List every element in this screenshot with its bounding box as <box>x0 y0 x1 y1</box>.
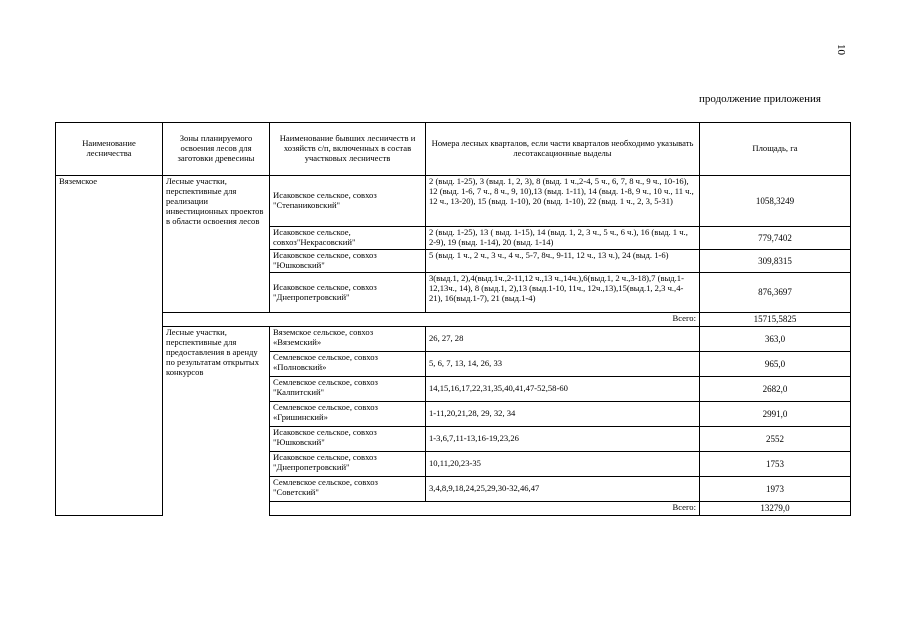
quarters-cell: 10,11,20,23-35 <box>426 452 700 477</box>
area-cell: 309,8315 <box>700 250 851 273</box>
area-cell: 2682,0 <box>700 377 851 402</box>
total-label: Всего: <box>270 502 700 516</box>
header-quarters: Номера лесных кварталов, если части кварталов необходимо указывать лесотаксационные выделы <box>426 123 700 176</box>
total-value: 13279,0 <box>700 502 851 516</box>
continuation-label: продолжение приложения <box>699 93 821 105</box>
area-cell: 2552 <box>700 427 851 452</box>
header-forestry: Наименование лесничества <box>56 123 163 176</box>
header-zones: Зоны планируемого освоения лесов для заготовки древесины <box>163 123 270 176</box>
area-cell: 779,7402 <box>700 227 851 250</box>
table-row <box>56 327 851 352</box>
area-cell: 1058,3249 <box>700 176 851 227</box>
header-area: Площадь, га <box>700 123 851 176</box>
quarters-cell: 1-3,6,7,11-13,16-19,23,26 <box>426 427 700 452</box>
forestry-name-cell: Вяземское <box>56 176 163 516</box>
page-number: 10 <box>835 44 847 55</box>
header-farms: Наименование бывших лесничеств и хозяйств с/п, включенных в состав участковых лесничеств <box>270 123 426 176</box>
quarters-cell: 26, 27, 28 <box>426 327 700 352</box>
quarters-cell: 2 (выд. 1-25), 3 (выд. 1, 2, 3), 8 (выд. 1 ч.,2-4, 5 ч., 6, 7, 8 ч., 9 ч., 10-16), 12 (выд. 1-6, 7 ч., 8 ч., 9, 10),13 (выд. 1-11), 14 (выд. 1-8, 9 ч., 10 ч., 11 ч., 12 ч., 13-20), 15 (выд. 1-10), 20 (выд. 1-10), 22 (выд. 1 ч., 2, 3, 5-31) <box>426 176 700 227</box>
quarters-cell: 3,4,8,9,18,24,25,29,30-32,46,47 <box>426 477 700 502</box>
quarters-cell: 5 (выд. 1 ч., 2 ч., 3 ч., 4 ч., 5-7, 8ч., 9-11, 12 ч., 13 ч.), 24 (выд. 1-6) <box>426 250 700 273</box>
quarters-cell: 1-11,20,21,28, 29, 32, 34 <box>426 402 700 427</box>
farm-cell: Исаковское сельское, совхоз "Юшковский" <box>270 250 426 273</box>
table-header-row <box>56 123 851 176</box>
total-value: 15715,5825 <box>700 313 851 327</box>
quarters-cell: 14,15,16,17,22,31,35,40,41,47-52,58-60 <box>426 377 700 402</box>
area-cell: 876,3697 <box>700 273 851 313</box>
farm-cell: Исаковское сельское, совхоз "Юшковский" <box>270 427 426 452</box>
farm-cell: Семлевское сельское, совхоз "Советский" <box>270 477 426 502</box>
farm-cell: Семлевское сельское, совхоз «Гришинский» <box>270 402 426 427</box>
area-cell: 965,0 <box>700 352 851 377</box>
farm-cell: Вяземское сельское, совхоз «Вяземский» <box>270 327 426 352</box>
zone-cell-lease: Лесные участки, перспективные для предоставления в аренду по результатам открытых конкурсов <box>163 327 270 516</box>
farm-cell: Семлевское сельское, совхоз "Калпитский" <box>270 377 426 402</box>
farm-cell: Исаковское сельское, совхоз "Днепропетровский" <box>270 273 426 313</box>
total-label: Всего: <box>163 313 700 327</box>
quarters-cell: 5, 6, 7, 13, 14, 26, 33 <box>426 352 700 377</box>
quarters-cell: 3(выд.1, 2),4(выд.1ч.,2-11,12 ч.,13 ч.,14ч.),6(выд.1, 2 ч.,3-18),7 (выд.1-12,13ч., 14), 8 (выд.1, 2),13 (выд.1-10, 11ч., 12ч.,13),15(выд.1, 2,3 ч.,4-21), 16(выд.1-7), 21 (выд.1-4) <box>426 273 700 313</box>
farm-cell: Исаковское сельское, совхоз "Днепропетровский" <box>270 452 426 477</box>
area-cell: 2991,0 <box>700 402 851 427</box>
farm-cell: Исаковское сельское, совхоз"Некрасовский" <box>270 227 426 250</box>
area-cell: 363,0 <box>700 327 851 352</box>
total-row <box>56 313 851 327</box>
farm-cell: Семлевское сельское, совхоз «Полновский» <box>270 352 426 377</box>
forest-zones-table <box>55 122 851 516</box>
farm-cell: Исаковское сельское, совхоз "Степаниковский" <box>270 176 426 227</box>
zone-cell-investment: Лесные участки, перспективные для реализации инвестиционных проектов в области освоения лесов <box>163 176 270 313</box>
quarters-cell: 2 (выд. 1-25), 13 ( выд. 1-15), 14 (выд. 1, 2, 3 ч., 5 ч., 6 ч.), 16 (выд. 1 ч., 2-9), 19 (выд. 1-14), 20 (выд. 1-14) <box>426 227 700 250</box>
area-cell: 1753 <box>700 452 851 477</box>
area-cell: 1973 <box>700 477 851 502</box>
table-row <box>56 176 851 227</box>
